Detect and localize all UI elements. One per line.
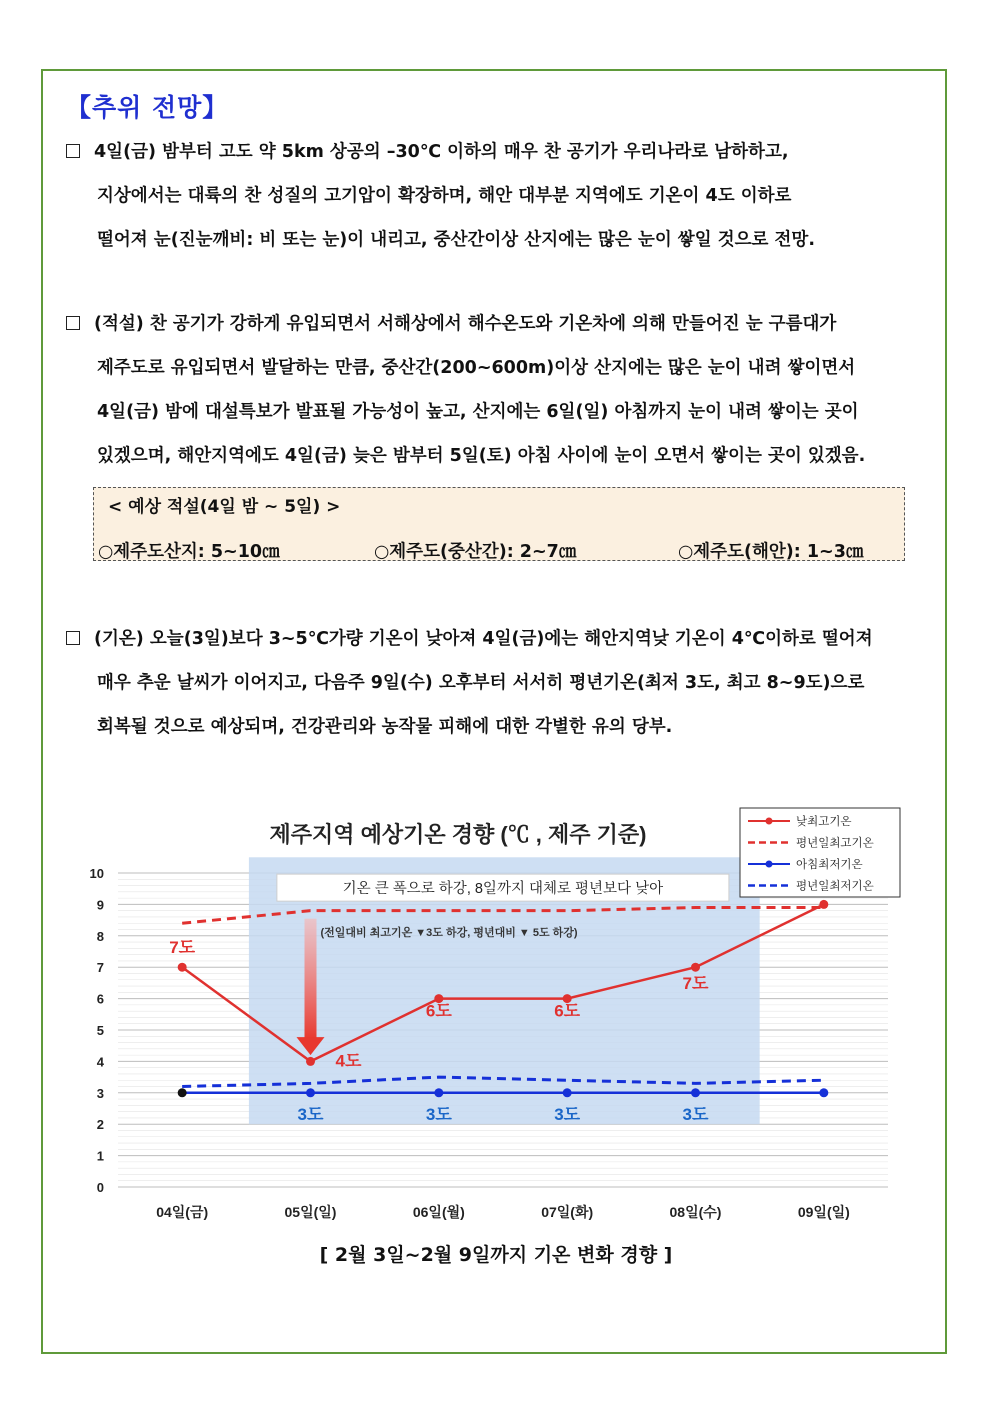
paragraph-snowfall: [66, 302, 936, 478]
y-tick-label: 4: [96, 1054, 104, 1070]
legend-marker: [766, 861, 773, 868]
y-tick-label: 7: [96, 960, 104, 976]
paragraph-temperature: [66, 617, 936, 749]
paragraph-line: 지상에서는 대륙의 찬 성질의 고기압이 확장하며, 해안 대부분 지역에도 기온이 4도 이하로: [97, 186, 792, 206]
paragraph-line: (적설) 찬 공기가 강하게 유입되면서 서해상에서 해수온도와 기온차에 의해 만들어진 눈 구름대가: [94, 314, 837, 334]
paragraph-line: 있겠으며, 해안지역에도 4일(금) 늦은 밤부터 5일(토) 아침 사이에 눈이 오면서 쌓이는 곳이 있겠음.: [97, 446, 866, 466]
y-tick-label: 0: [96, 1180, 104, 1195]
y-tick-label: 5: [96, 1023, 104, 1038]
arrow-note: (전일대비 최고기온 ▼3도 하강, 평년대비 ▼ 5도 하강): [320, 926, 578, 939]
data-point: [434, 1088, 443, 1097]
x-tick-label: 08일(수): [669, 1204, 722, 1220]
data-label-high: 4도: [335, 1051, 362, 1071]
checkbox-icon: [66, 316, 80, 330]
y-tick-label: 3: [96, 1085, 104, 1101]
paragraph-line: 4일(금) 밤부터 고도 약 5km 상공의 –30℃ 이하의 매우 찬 공기가 우리나라로 남하하고,: [94, 142, 789, 162]
snow-forecast-midmountain: ○제주도(중산간): 2~7㎝: [374, 542, 577, 562]
y-tick-label: 8: [96, 928, 104, 944]
paragraph-line: 제주도로 유입되면서 발달하는 만큼, 중산간(200~600m)이상 산지에는 많은 눈이 내려 쌓이면서: [97, 358, 856, 378]
data-point: [819, 1088, 828, 1097]
data-point: [178, 1088, 187, 1097]
x-tick-label: 07일(화): [541, 1204, 594, 1220]
snow-forecast-box: [93, 487, 905, 561]
x-tick-label: 05일(일): [284, 1204, 337, 1220]
legend-label: 아침최저기온: [796, 859, 863, 871]
data-point: [819, 900, 828, 909]
data-point: [178, 963, 187, 972]
data-point: [691, 963, 700, 972]
snow-forecast-coast: ○제주도(해안): 1~3㎝: [678, 542, 864, 562]
y-tick-label: 6: [96, 991, 104, 1007]
section-title: 【추위 전망】: [66, 93, 229, 122]
legend-label: 평년일최고기온: [796, 837, 874, 850]
paragraph-line: 회복될 것으로 예상되며, 건강관리와 농작물 피해에 대한 각별한 유의 당부.: [97, 717, 673, 737]
snow-forecast-mountain: ○제주도산지: 5~10㎝: [98, 542, 280, 562]
legend-marker: [766, 818, 773, 825]
paragraph-line: (기온) 오늘(3일)보다 3~5℃가량 기온이 낮아져 4일(금)에는 해안지역낮 기온이 4℃이하로 떨어져: [94, 629, 873, 649]
snow-forecast-title: < 예상 적설(4일 밤 ~ 5일) >: [108, 497, 341, 517]
chart-caption: [ 2월 3일~2월 9일까지 기온 변화 경향 ]: [319, 1244, 673, 1266]
paragraph-line: 떨어져 눈(진눈깨비: 비 또는 눈)이 내리고, 중산간이상 산지에는 많은 눈이 쌓일 것으로 전망.: [97, 230, 815, 250]
paragraph-cold-outlook: [66, 130, 936, 262]
legend-label: 낮최고기온: [796, 816, 852, 828]
data-label-low: 3도: [682, 1104, 709, 1124]
temperature-chart: [70, 800, 930, 1240]
data-point: [563, 1088, 572, 1097]
temperature-chart-svg: [70, 800, 930, 1240]
data-point: [306, 1057, 315, 1066]
paragraph-line: 4일(금) 밤에 대설특보가 발표될 가능성이 높고, 산지에는 6일(일) 아침까지 눈이 내려 쌓이는 곳이: [97, 402, 859, 422]
data-label-low: 3도: [425, 1104, 452, 1124]
data-point: [691, 1088, 700, 1097]
y-tick-label: 10: [89, 866, 104, 881]
paragraph-line: 매우 추운 날씨가 이어지고, 다음주 9일(수) 오후부터 서서히 평년기온(최저 3도, 최고 8~9도)으로: [97, 673, 865, 693]
highlight-note: 기온 큰 폭으로 하강, 8일까지 대체로 평년보다 낮아: [342, 881, 664, 898]
data-label-low: 3도: [554, 1104, 581, 1124]
x-tick-label: 09일(일): [797, 1204, 850, 1220]
y-tick-label: 9: [96, 897, 104, 913]
data-label-high: 6도: [425, 1001, 452, 1021]
data-label-high: 7도: [682, 974, 709, 994]
data-label-high: 6도: [554, 1001, 581, 1021]
data-point: [306, 1088, 315, 1097]
data-label-high: 7도: [169, 938, 196, 958]
y-tick-label: 2: [96, 1117, 104, 1133]
chart-title: 제주지역 예상기온 경향 (℃ , 제주 기준): [269, 822, 647, 847]
x-tick-label: 06일(월): [412, 1204, 465, 1220]
checkbox-icon: [66, 631, 80, 645]
drop-arrow-shaft: [305, 919, 317, 1039]
data-label-low: 3도: [297, 1104, 324, 1124]
y-tick-label: 1: [96, 1148, 104, 1164]
x-tick-label: 04일(금): [156, 1204, 209, 1220]
legend-label: 평년일최저기온: [796, 880, 874, 893]
checkbox-icon: [66, 144, 80, 158]
